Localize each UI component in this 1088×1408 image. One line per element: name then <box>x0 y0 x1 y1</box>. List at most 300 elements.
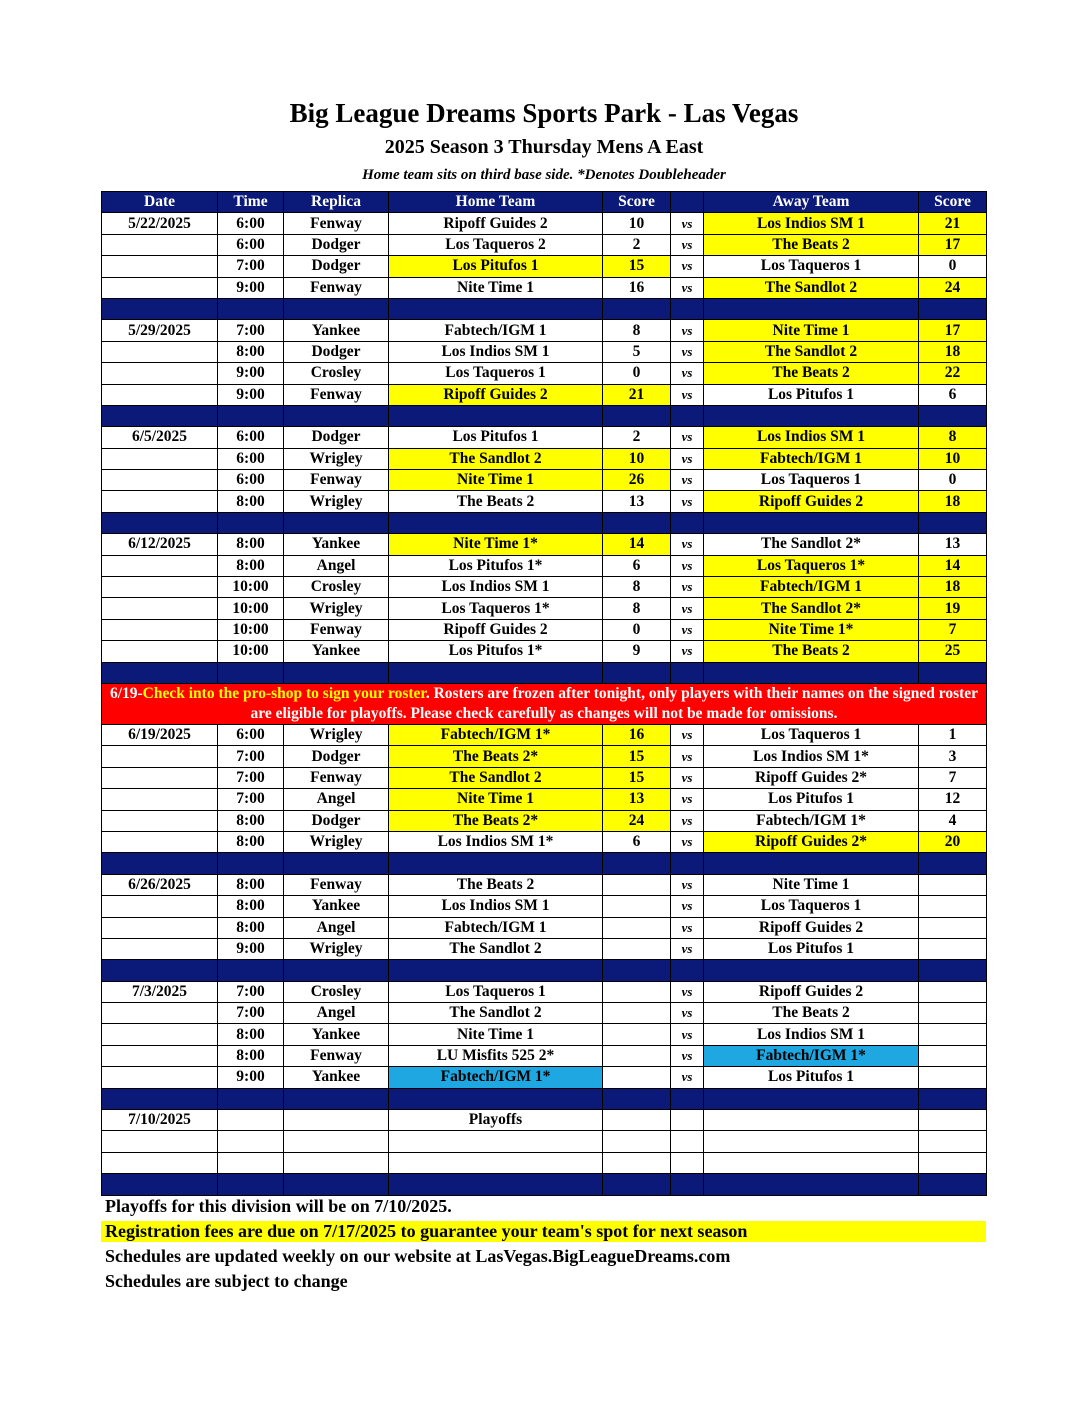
game-field: Fenway <box>284 874 389 895</box>
empty-cell <box>218 1131 284 1152</box>
home-team: Los Taqueros 2 <box>389 234 603 255</box>
separator-cell <box>919 298 987 319</box>
separator-cell <box>284 853 389 874</box>
away-team: Los Pitufos 1 <box>704 789 919 810</box>
home-score: 16 <box>603 277 671 298</box>
game-time: 8:00 <box>218 831 284 852</box>
away-team: Los Indios SM 1 <box>704 213 919 234</box>
home-team: LU Misfits 525 2* <box>389 1045 603 1066</box>
game-time: 10:00 <box>218 577 284 598</box>
away-score: 17 <box>919 320 987 341</box>
home-team: Fabtech/IGM 1* <box>389 1067 603 1088</box>
separator-cell <box>102 512 218 533</box>
game-date <box>102 256 218 277</box>
separator-cell <box>389 298 603 319</box>
empty-cell <box>284 1110 389 1131</box>
home-score: 13 <box>603 789 671 810</box>
game-row <box>102 831 987 852</box>
home-team: The Beats 2 <box>389 874 603 895</box>
game-date: 5/22/2025 <box>102 213 218 234</box>
vs-label: vs <box>671 320 704 341</box>
empty-cell <box>102 1131 218 1152</box>
away-team: Los Indios SM 1 <box>704 1024 919 1045</box>
home-team: Los Indios SM 1* <box>389 831 603 852</box>
week-separator <box>102 1174 987 1195</box>
separator-cell <box>284 512 389 533</box>
away-team: The Sandlot 2* <box>704 598 919 619</box>
home-score <box>603 896 671 917</box>
schedule-body <box>102 213 987 1195</box>
separator-cell <box>102 960 218 981</box>
game-time: 8:00 <box>218 1024 284 1045</box>
away-score <box>919 917 987 938</box>
game-date <box>102 619 218 640</box>
roster-notice-row <box>102 683 987 724</box>
home-score: 16 <box>603 724 671 745</box>
game-row <box>102 896 987 917</box>
home-team: Los Taqueros 1* <box>389 598 603 619</box>
empty-cell <box>919 1110 987 1131</box>
home-score: 13 <box>603 491 671 512</box>
game-time: 8:00 <box>218 896 284 917</box>
home-score: 15 <box>603 767 671 788</box>
separator-cell <box>919 960 987 981</box>
away-team: Nite Time 1* <box>704 619 919 640</box>
separator-cell <box>671 405 704 426</box>
home-score: 15 <box>603 746 671 767</box>
game-field: Yankee <box>284 320 389 341</box>
game-date <box>102 598 218 619</box>
away-team: Fabtech/IGM 1 <box>704 577 919 598</box>
home-score <box>603 1003 671 1024</box>
empty-cell <box>919 1131 987 1152</box>
game-date <box>102 234 218 255</box>
empty-cell <box>919 1152 987 1173</box>
empty-cell <box>603 1152 671 1173</box>
separator-cell <box>218 1174 284 1195</box>
empty-cell <box>603 1131 671 1152</box>
week-separator <box>102 662 987 683</box>
game-row <box>102 598 987 619</box>
home-team: Nite Time 1 <box>389 470 603 491</box>
home-team: Los Pitufos 1* <box>389 641 603 662</box>
home-team: The Beats 2* <box>389 746 603 767</box>
game-row <box>102 277 987 298</box>
game-field: Angel <box>284 917 389 938</box>
separator-cell <box>389 1174 603 1195</box>
home-team: The Beats 2 <box>389 491 603 512</box>
roster-notice <box>102 683 987 724</box>
game-row <box>102 1067 987 1088</box>
away-team: The Beats 2 <box>704 363 919 384</box>
schedule-note: Home team sits on third base side. *Denotes Doubleheader <box>362 167 726 183</box>
game-date <box>102 746 218 767</box>
empty-cell <box>284 1131 389 1152</box>
game-field: Crosley <box>284 363 389 384</box>
game-time: 8:00 <box>218 874 284 895</box>
home-team: Los Indios SM 1 <box>389 896 603 917</box>
away-team: Los Taqueros 1 <box>704 724 919 745</box>
away-score: 17 <box>919 234 987 255</box>
home-team: The Sandlot 2 <box>389 448 603 469</box>
home-score: 0 <box>603 619 671 640</box>
game-field: Dodger <box>284 427 389 448</box>
home-score <box>603 874 671 895</box>
game-row <box>102 1045 987 1066</box>
vs-label: vs <box>671 746 704 767</box>
game-date: 6/19/2025 <box>102 724 218 745</box>
game-time: 10:00 <box>218 641 284 662</box>
separator-cell <box>102 853 218 874</box>
away-score: 12 <box>919 789 987 810</box>
game-date <box>102 1024 218 1045</box>
col-date: Date <box>102 192 218 213</box>
game-row <box>102 1024 987 1045</box>
away-team: Nite Time 1 <box>704 874 919 895</box>
vs-label: vs <box>671 427 704 448</box>
separator-cell <box>603 512 671 533</box>
game-time: 9:00 <box>218 384 284 405</box>
separator-cell <box>284 1174 389 1195</box>
separator-cell <box>704 662 919 683</box>
away-score: 14 <box>919 555 987 576</box>
game-field: Wrigley <box>284 938 389 959</box>
game-row <box>102 448 987 469</box>
game-field: Yankee <box>284 534 389 555</box>
notice-lead: 6/19- <box>109 684 143 702</box>
playoffs-date: 7/10/2025 <box>102 1110 218 1131</box>
away-score <box>919 981 987 1002</box>
home-team: Nite Time 1 <box>389 789 603 810</box>
home-team: Nite Time 1* <box>389 534 603 555</box>
game-row <box>102 256 987 277</box>
empty-row <box>102 1131 987 1152</box>
game-row <box>102 917 987 938</box>
away-score <box>919 1067 987 1088</box>
game-time: 8:00 <box>218 917 284 938</box>
game-time: 8:00 <box>218 534 284 555</box>
home-team: Nite Time 1 <box>389 277 603 298</box>
game-time: 8:00 <box>218 341 284 362</box>
game-time: 8:00 <box>218 491 284 512</box>
game-field: Yankee <box>284 1024 389 1045</box>
vs-label: vs <box>671 1067 704 1088</box>
vs-label: vs <box>671 213 704 234</box>
game-field: Angel <box>284 1003 389 1024</box>
game-date <box>102 789 218 810</box>
game-row <box>102 981 987 1002</box>
away-team: Los Pitufos 1 <box>704 1067 919 1088</box>
vs-label: vs <box>671 896 704 917</box>
separator-cell <box>218 1088 284 1109</box>
playoffs-row <box>102 1110 987 1131</box>
away-team: Fabtech/IGM 1* <box>704 1045 919 1066</box>
away-team: Ripoff Guides 2* <box>704 767 919 788</box>
empty-cell <box>671 1152 704 1173</box>
notice-rest: . Rosters are frozen after tonight, only players with their names on the signed roster are eligible for playoffs. Please check carefully as changes will not be made for omissions. <box>250 684 979 722</box>
game-row <box>102 789 987 810</box>
away-score <box>919 896 987 917</box>
game-field: Yankee <box>284 1067 389 1088</box>
game-time: 7:00 <box>218 1003 284 1024</box>
game-field: Dodger <box>284 341 389 362</box>
page-subtitle: 2025 Season 3 Thursday Mens A East <box>384 136 704 158</box>
game-field: Dodger <box>284 234 389 255</box>
home-team: Nite Time 1 <box>389 1024 603 1045</box>
game-row <box>102 491 987 512</box>
home-score: 8 <box>603 598 671 619</box>
home-score: 2 <box>603 234 671 255</box>
game-date <box>102 384 218 405</box>
vs-label: vs <box>671 1045 704 1066</box>
away-team: Ripoff Guides 2 <box>704 981 919 1002</box>
game-time: 8:00 <box>218 555 284 576</box>
game-time: 7:00 <box>218 981 284 1002</box>
game-date <box>102 577 218 598</box>
game-field: Wrigley <box>284 448 389 469</box>
home-team: Fabtech/IGM 1* <box>389 724 603 745</box>
away-team: Los Taqueros 1 <box>704 470 919 491</box>
game-date <box>102 938 218 959</box>
game-row <box>102 384 987 405</box>
home-team: Los Pitufos 1* <box>389 555 603 576</box>
away-team: Los Indios SM 1* <box>704 746 919 767</box>
vs-label: vs <box>671 831 704 852</box>
game-row <box>102 341 987 362</box>
notice-highlight: Check into the pro-shop to sign your roster <box>142 684 426 702</box>
away-score <box>919 938 987 959</box>
game-time: 9:00 <box>218 938 284 959</box>
game-time: 7:00 <box>218 320 284 341</box>
week-separator <box>102 853 987 874</box>
game-field: Fenway <box>284 213 389 234</box>
away-team: Los Pitufos 1 <box>704 938 919 959</box>
separator-cell <box>102 405 218 426</box>
vs-label: vs <box>671 577 704 598</box>
away-team: Los Taqueros 1 <box>704 896 919 917</box>
game-row <box>102 213 987 234</box>
week-separator <box>102 960 987 981</box>
week-separator <box>102 298 987 319</box>
game-date: 6/5/2025 <box>102 427 218 448</box>
home-score: 9 <box>603 641 671 662</box>
home-score: 15 <box>603 256 671 277</box>
away-team: Los Taqueros 1 <box>704 256 919 277</box>
home-score <box>603 917 671 938</box>
game-date <box>102 767 218 788</box>
separator-cell <box>603 960 671 981</box>
separator-cell <box>389 960 603 981</box>
vs-label: vs <box>671 277 704 298</box>
away-score: 8 <box>919 427 987 448</box>
game-date: 7/3/2025 <box>102 981 218 1002</box>
away-score <box>919 1003 987 1024</box>
game-field: Crosley <box>284 577 389 598</box>
vs-label: vs <box>671 810 704 831</box>
game-time: 9:00 <box>218 363 284 384</box>
separator-cell <box>603 298 671 319</box>
separator-cell <box>671 1088 704 1109</box>
vs-label: vs <box>671 874 704 895</box>
away-score: 10 <box>919 448 987 469</box>
away-score: 24 <box>919 277 987 298</box>
separator-cell <box>218 405 284 426</box>
empty-cell <box>704 1152 919 1173</box>
separator-cell <box>284 298 389 319</box>
game-field: Fenway <box>284 767 389 788</box>
away-score: 0 <box>919 256 987 277</box>
game-date <box>102 896 218 917</box>
away-score: 18 <box>919 577 987 598</box>
vs-label: vs <box>671 641 704 662</box>
home-score: 6 <box>603 831 671 852</box>
footer-disclaimer: Schedules are subject to change <box>105 1271 348 1291</box>
away-team: The Sandlot 2 <box>704 341 919 362</box>
separator-cell <box>102 662 218 683</box>
empty-cell <box>671 1131 704 1152</box>
game-time: 7:00 <box>218 767 284 788</box>
game-field: Dodger <box>284 256 389 277</box>
separator-cell <box>671 662 704 683</box>
week-separator <box>102 405 987 426</box>
home-score: 6 <box>603 555 671 576</box>
separator-cell <box>704 298 919 319</box>
vs-label: vs <box>671 917 704 938</box>
week-separator <box>102 1088 987 1109</box>
separator-cell <box>704 1174 919 1195</box>
away-team: The Beats 2 <box>704 234 919 255</box>
empty-cell <box>102 1152 218 1173</box>
separator-cell <box>919 1174 987 1195</box>
away-score: 18 <box>919 491 987 512</box>
home-team: Los Pitufos 1 <box>389 256 603 277</box>
game-time: 9:00 <box>218 1067 284 1088</box>
vs-label: vs <box>671 470 704 491</box>
game-time: 6:00 <box>218 234 284 255</box>
home-score: 8 <box>603 577 671 598</box>
game-row <box>102 746 987 767</box>
game-date <box>102 491 218 512</box>
away-score: 18 <box>919 341 987 362</box>
home-team: Los Indios SM 1 <box>389 341 603 362</box>
game-row <box>102 1003 987 1024</box>
home-team: Ripoff Guides 2 <box>389 384 603 405</box>
col-away-team: Away Team <box>704 192 919 213</box>
separator-cell <box>919 1088 987 1109</box>
separator-cell <box>389 512 603 533</box>
game-time: 6:00 <box>218 213 284 234</box>
game-date <box>102 917 218 938</box>
game-date <box>102 1003 218 1024</box>
home-score: 2 <box>603 427 671 448</box>
col-home-score: Score <box>603 192 671 213</box>
empty-cell <box>704 1131 919 1152</box>
game-time: 6:00 <box>218 470 284 491</box>
separator-cell <box>671 853 704 874</box>
separator-cell <box>102 1174 218 1195</box>
separator-cell <box>603 853 671 874</box>
home-score: 21 <box>603 384 671 405</box>
away-score: 13 <box>919 534 987 555</box>
home-team: Ripoff Guides 2 <box>389 619 603 640</box>
away-score <box>919 874 987 895</box>
game-date: 5/29/2025 <box>102 320 218 341</box>
game-date <box>102 1045 218 1066</box>
home-team: Fabtech/IGM 1 <box>389 320 603 341</box>
game-row <box>102 534 987 555</box>
home-score: 24 <box>603 810 671 831</box>
separator-cell <box>284 405 389 426</box>
vs-label: vs <box>671 363 704 384</box>
separator-cell <box>389 662 603 683</box>
game-row <box>102 810 987 831</box>
home-score: 5 <box>603 341 671 362</box>
game-row <box>102 874 987 895</box>
home-score: 0 <box>603 363 671 384</box>
vs-label: vs <box>671 724 704 745</box>
game-field: Wrigley <box>284 831 389 852</box>
game-row <box>102 363 987 384</box>
vs-label: vs <box>671 341 704 362</box>
away-score: 3 <box>919 746 987 767</box>
game-date <box>102 470 218 491</box>
away-score: 4 <box>919 810 987 831</box>
game-date: 6/26/2025 <box>102 874 218 895</box>
game-time: 8:00 <box>218 810 284 831</box>
game-date <box>102 810 218 831</box>
away-score <box>919 1024 987 1045</box>
game-time: 10:00 <box>218 619 284 640</box>
separator-cell <box>704 405 919 426</box>
vs-label: vs <box>671 534 704 555</box>
empty-cell <box>704 1110 919 1131</box>
home-team: Fabtech/IGM 1 <box>389 917 603 938</box>
home-team: The Sandlot 2 <box>389 938 603 959</box>
away-team: The Beats 2 <box>704 1003 919 1024</box>
separator-cell <box>919 405 987 426</box>
game-date: 6/12/2025 <box>102 534 218 555</box>
game-time: 6:00 <box>218 427 284 448</box>
home-score <box>603 1024 671 1045</box>
game-field: Dodger <box>284 810 389 831</box>
game-date <box>102 363 218 384</box>
home-score: 10 <box>603 448 671 469</box>
separator-cell <box>218 512 284 533</box>
vs-label: vs <box>671 1024 704 1045</box>
empty-cell <box>603 1110 671 1131</box>
home-team: The Sandlot 2 <box>389 1003 603 1024</box>
game-time: 7:00 <box>218 256 284 277</box>
game-time: 7:00 <box>218 789 284 810</box>
away-score: 0 <box>919 470 987 491</box>
game-time: 10:00 <box>218 598 284 619</box>
game-field: Angel <box>284 789 389 810</box>
game-field: Crosley <box>284 981 389 1002</box>
game-field: Wrigley <box>284 598 389 619</box>
footer-playoffs: Playoffs for this division will be on 7/10/2025. <box>105 1196 452 1216</box>
away-score: 19 <box>919 598 987 619</box>
game-row <box>102 427 987 448</box>
game-date <box>102 341 218 362</box>
home-team: The Sandlot 2 <box>389 767 603 788</box>
separator-cell <box>671 512 704 533</box>
away-score: 1 <box>919 724 987 745</box>
game-field: Angel <box>284 555 389 576</box>
home-score <box>603 938 671 959</box>
game-time: 6:00 <box>218 448 284 469</box>
game-row <box>102 577 987 598</box>
away-team: Fabtech/IGM 1 <box>704 448 919 469</box>
